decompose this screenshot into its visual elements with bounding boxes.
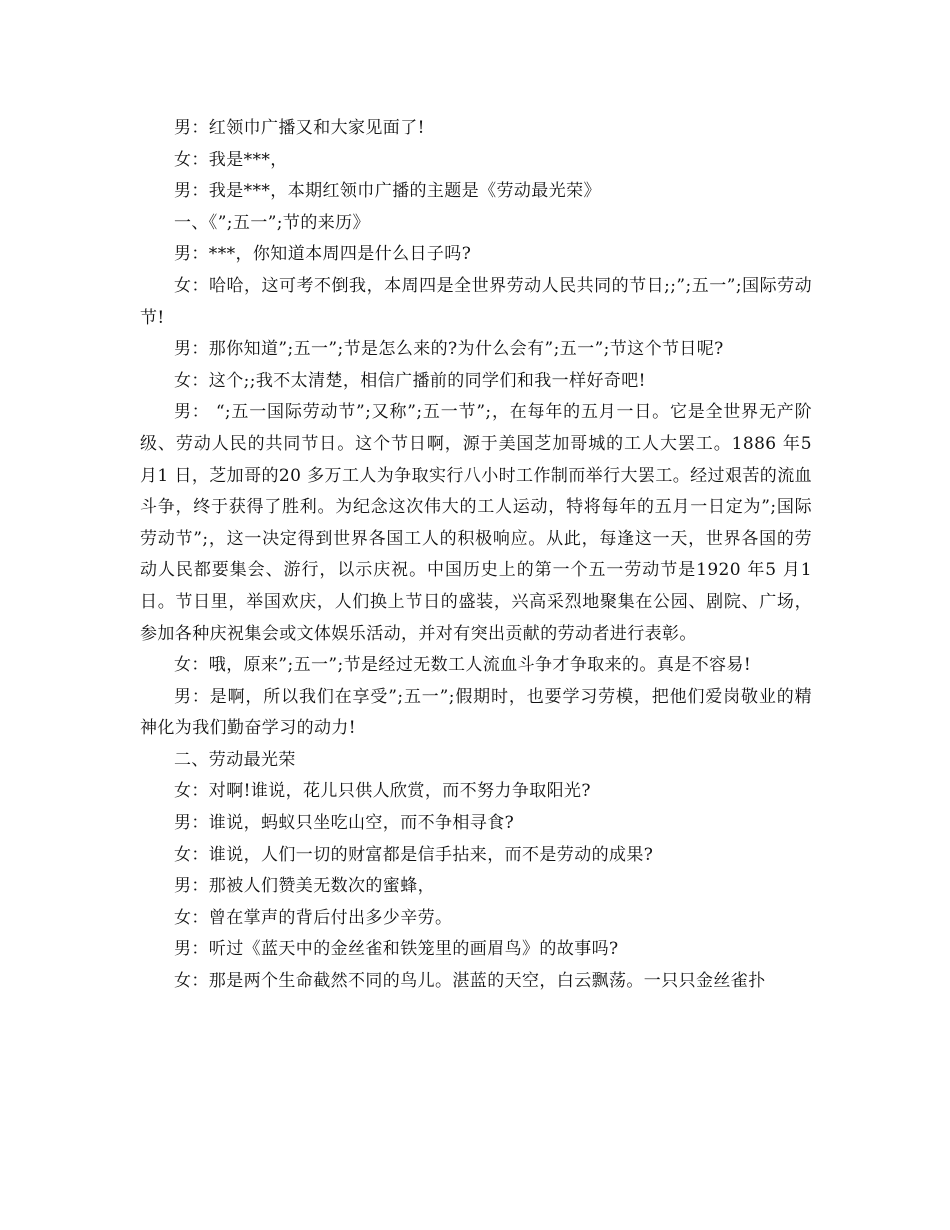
paragraph-10: 女：哦，原来”;五一”;节是经过无数工人流血斗争才争取来的。真是不容易! — [174, 655, 752, 676]
paragraph-3: 男：我是***，本期红领巾广播的主题是《劳动最光荣》 — [174, 181, 601, 202]
paragraph-8: 女：这个;;我不太清楚，相信广播前的同学们和我一样好奇吧! — [174, 370, 646, 391]
paragraph-16: 男：那被人们赞美无数次的蜜蜂， — [174, 876, 435, 897]
paragraph-14: 男：谁说，蚂蚁只坐吃山空，而不争相寻食? — [174, 813, 515, 834]
document-body — [140, 113, 812, 998]
paragraph-1: 男：红领巾广播又和大家见面了! — [174, 118, 425, 138]
paragraph-17: 女：曾在掌声的背后付出多少辛劳。 — [174, 907, 453, 928]
paragraph-15: 女：谁说，人们一切的财富都是信手拈来，而不是劳动的成果? — [174, 844, 654, 865]
section-heading-1: 一、《”;五一”;节的来历》 — [174, 212, 370, 233]
paragraph-6: 女：哈哈，这可考不倒我，本周四是全世界劳动人民共同的节日;;”;五一”;国际劳动节! — [140, 275, 812, 328]
paragraph-18: 男：听过《蓝天中的金丝雀和铁笼里的画眉鸟》的故事吗? — [174, 939, 619, 960]
paragraph-9: 男： “;五一国际劳动节”;又称”;五一节”;，在每年的五月一日。它是全世界无产阶级、劳动人民的共同节日。这个节日啊，源于美国芝加哥城的工人大罢工。1886 年5 月1 日，芝加哥的20 多万工人为争取实行八小时工作制而举行大罢工。经过艰苦的流血斗争，终于获得了胜利。为纪念这次伟大的工人运动，特将每年的五月一日定为”;国际劳动节”;，这一决定得到世界各国工人的积极响应。从此，每逢这一天，世界各国的劳动人民都要集会、游行，以示庆祝。中国历史上的第一个五一劳动节是1920 年5 月1 日。节日里，举国欢庆，人们换上节日的盛装，兴高采烈地聚集在公园、剧院、广场，参加各种庆祝集会或文体娱乐活动，并对有突出贡献的劳动者进行表彰。 — [140, 402, 812, 644]
paragraph-5: 男：***，你知道本周四是什么日子吗? — [174, 244, 472, 265]
paragraph-7: 男：那你知道”;五一”;节是怎么来的?为什么会有”;五一”;节这个节日呢? — [174, 339, 724, 360]
section-heading-2: 二、劳动最光荣 — [174, 749, 296, 770]
paragraph-19: 女：那是两个生命截然不同的鸟儿。湛蓝的天空，白云飘荡。一只只金丝雀扑 — [174, 971, 766, 992]
paragraph-11: 男：是啊，所以我们在享受”;五一”;假期时，也要学习劳模，把他们爱岗敬业的精神化为我们勤奋学习的动力! — [140, 686, 812, 739]
paragraph-13: 女：对啊!谁说，花儿只供人欣赏，而不努力争取阳光? — [174, 781, 591, 802]
paragraph-2: 女：我是***， — [174, 149, 288, 170]
